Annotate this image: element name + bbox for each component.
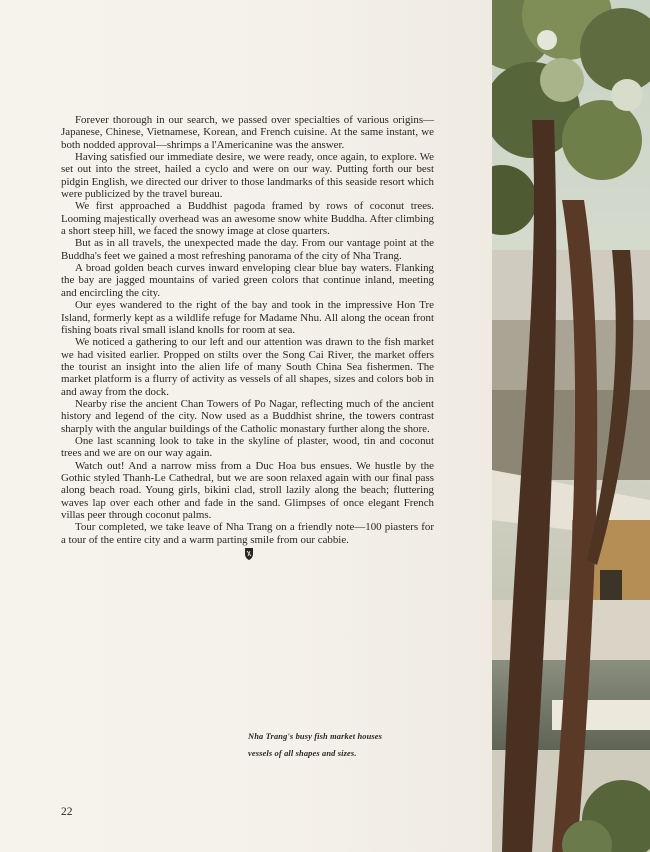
- article-body: [61, 114, 434, 561]
- article-paragraph: Our eyes wandered to the right of the bay and took in the impressive Hon Tre Island, formerly kept as a wildlife refuge for Madame Nhu. All along the ocean front fishing boats rival small island knolls for room at sea.: [61, 299, 434, 336]
- article-paragraph: A broad golden beach curves inward enveloping clear blue bay waters. Flanking the bay are jagged mountains of varied green colors that continue inland, meeting and encircling the city.: [61, 262, 434, 299]
- caption-line: vessels of all shapes and sizes.: [248, 749, 357, 758]
- article-paragraph: Watch out! And a narrow miss from a Duc Hoa bus ensues. We hustle by the Gothic styled Thanh-Le Cathedral, but we are soon relaxed again with our final pass along beach road. Young girls, bikini clad, stroll lazily along the beach; fluttering waves lap over each other and fade in the sand. Glimpses of once elegant French villas peer through coconut palms.: [61, 459, 434, 521]
- article-paragraph: Forever thorough in our search, we passed over specialties of various origins—Japanese, Chinese, Vietnamese, Korean, and French cuisine. At the same instant, we both nodded approval—shrimps a l'Americanine was the answer.: [61, 114, 434, 151]
- article-paragraph: We noticed a gathering to our left and our attention was drawn to the fish market we had visited earlier. Propped on stilts over the Song Cai River, the market offers the tourist an insight into the alien life of many South China Sea fishermen. The market platform is a flurry of activity as vessels of all shapes, sizes and colors bob in and away from the dock.: [61, 336, 434, 398]
- article-paragraph: We first approached a Buddhist pagoda framed by rows of coconut trees. Looming majestically overhead was an awesome snow white Buddha. After climbing a short steep hill, we faced the snowy image at close quarters.: [61, 200, 434, 238]
- article-paragraph: Nearby rise the ancient Chan Towers of Po Nagar, reflecting much of the ancient history and legend of the city. Now used as a Buddhist shrine, the towers contrast sharply with the angular buildings of the Catholic monastary further along the shore.: [61, 397, 434, 435]
- article-paragraph: Having satisfied our immediate desire, we were ready, once again, to explore. We set out into the street, hailed a cyclo and were on our way. Putting forth our best pidgin English, we directed our driver to those landmarks of this seaside resort which were publicized by the travel bureau.: [61, 151, 434, 201]
- shield-emblem-icon: [244, 547, 254, 561]
- article-paragraph: But as in all travels, the unexpected made the day. From our vantage point at the Buddha's feet we gained a most refreshing panorama of the city of Nha Trang.: [61, 237, 434, 262]
- photo-caption: [248, 728, 438, 762]
- article-paragraph: Tour completed, we take leave of Nha Trang on a friendly note—100 piasters for a tour of the entire city and a warm parting smile from our cabbie.: [61, 521, 434, 546]
- article-paragraph: One last scanning look to take in the skyline of plaster, wood, tin and coconut trees and we are on our way again.: [61, 434, 434, 460]
- page-number: 22: [61, 806, 73, 818]
- fish-market-photo: [492, 0, 650, 852]
- caption-line: Nha Trang's busy fish market houses: [248, 732, 383, 741]
